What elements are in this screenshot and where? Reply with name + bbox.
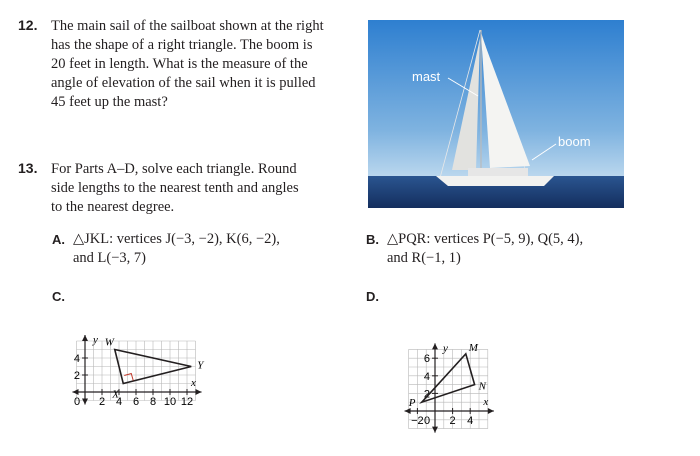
mast-label: mast: [412, 69, 441, 84]
part-a-label: A.: [52, 232, 65, 247]
problem-12-line: has the shape of a right triangle. The boom is: [51, 37, 313, 53]
right-angle-marker: [124, 374, 133, 381]
origin-label: 0: [73, 396, 81, 408]
x-tick-label: −2: [411, 415, 424, 427]
y-axis-arrow: [432, 343, 438, 349]
x-axis-arrow: [196, 389, 202, 395]
y-tick-label: 4: [423, 370, 430, 383]
problem-13-line: side lengths to the nearest tenth and angles: [51, 180, 299, 196]
problem-13-line: to the nearest degree.: [51, 199, 175, 215]
y-tick-label: 2: [73, 370, 80, 382]
problem-13-text: [51, 160, 356, 217]
graph-c-label: C.: [52, 289, 65, 304]
y-tick-label: 6: [423, 353, 430, 366]
y-axis-label: y: [93, 334, 98, 346]
x-tick-label: 12: [180, 396, 194, 408]
boom-label: boom: [558, 134, 591, 149]
graph-c: [64, 290, 326, 422]
problem-12-text: [51, 17, 356, 112]
vertex-label-w: W: [104, 336, 114, 349]
x-tick-label: 6: [132, 396, 140, 408]
x-tick-label: 2: [449, 415, 456, 427]
hull: [436, 176, 554, 186]
vertex-label-n: N: [478, 380, 486, 393]
part-b-label: B.: [366, 232, 379, 247]
origin-label: 0: [423, 415, 431, 427]
y-axis-arrow: [432, 427, 438, 433]
x-axis-label: x: [191, 377, 196, 389]
problem-13-line: For Parts A–D, solve each triangle. Round: [51, 161, 297, 177]
sailboat-photo: [368, 20, 624, 208]
vertex-label-y: Y: [197, 359, 204, 372]
problem-12-line: 45 feet up the mast?: [51, 94, 168, 110]
graph-d: [392, 290, 552, 450]
x-axis-arrow: [488, 408, 494, 414]
part-b-line-2: and R(−1, 1): [387, 250, 461, 266]
x-tick-label: 10: [163, 396, 177, 408]
problem-12-line: 20 feet in length. What is the measure of the: [51, 56, 308, 72]
part-a-line-1: △JKL: vertices J(−3, −2), K(6, −2),: [73, 231, 280, 247]
problem-13-number: 13.: [18, 160, 38, 176]
y-axis-arrow: [82, 399, 88, 405]
part-a-line-2: and L(−3, 7): [73, 250, 147, 266]
y-axis-label: y: [443, 342, 448, 355]
problem-12-line: The main sail of the sailboat shown at the right: [51, 18, 324, 34]
x-tick-label: 8: [149, 396, 157, 408]
y-tick-label: 4: [73, 353, 80, 365]
graph-d-label: D.: [366, 289, 379, 304]
problem-12-line: angle of elevation of the sail when it is pulled: [51, 75, 316, 91]
x-tick-label: 2: [98, 396, 106, 408]
vertex-label-m: M: [468, 341, 478, 354]
x-tick-label: 4: [115, 396, 123, 408]
x-axis-arrow: [73, 389, 79, 395]
vertex-label-x: X: [112, 388, 119, 401]
problem-12-number: 12.: [18, 17, 38, 33]
part-b-line-1: △PQR: vertices P(−5, 9), Q(5, 4),: [387, 231, 584, 247]
y-axis-arrow: [82, 335, 88, 341]
x-axis-label: x: [483, 396, 489, 408]
vertex-label-p: P: [408, 397, 416, 410]
y-tick-label: 2: [423, 388, 430, 401]
x-tick-label: 4: [467, 415, 474, 427]
